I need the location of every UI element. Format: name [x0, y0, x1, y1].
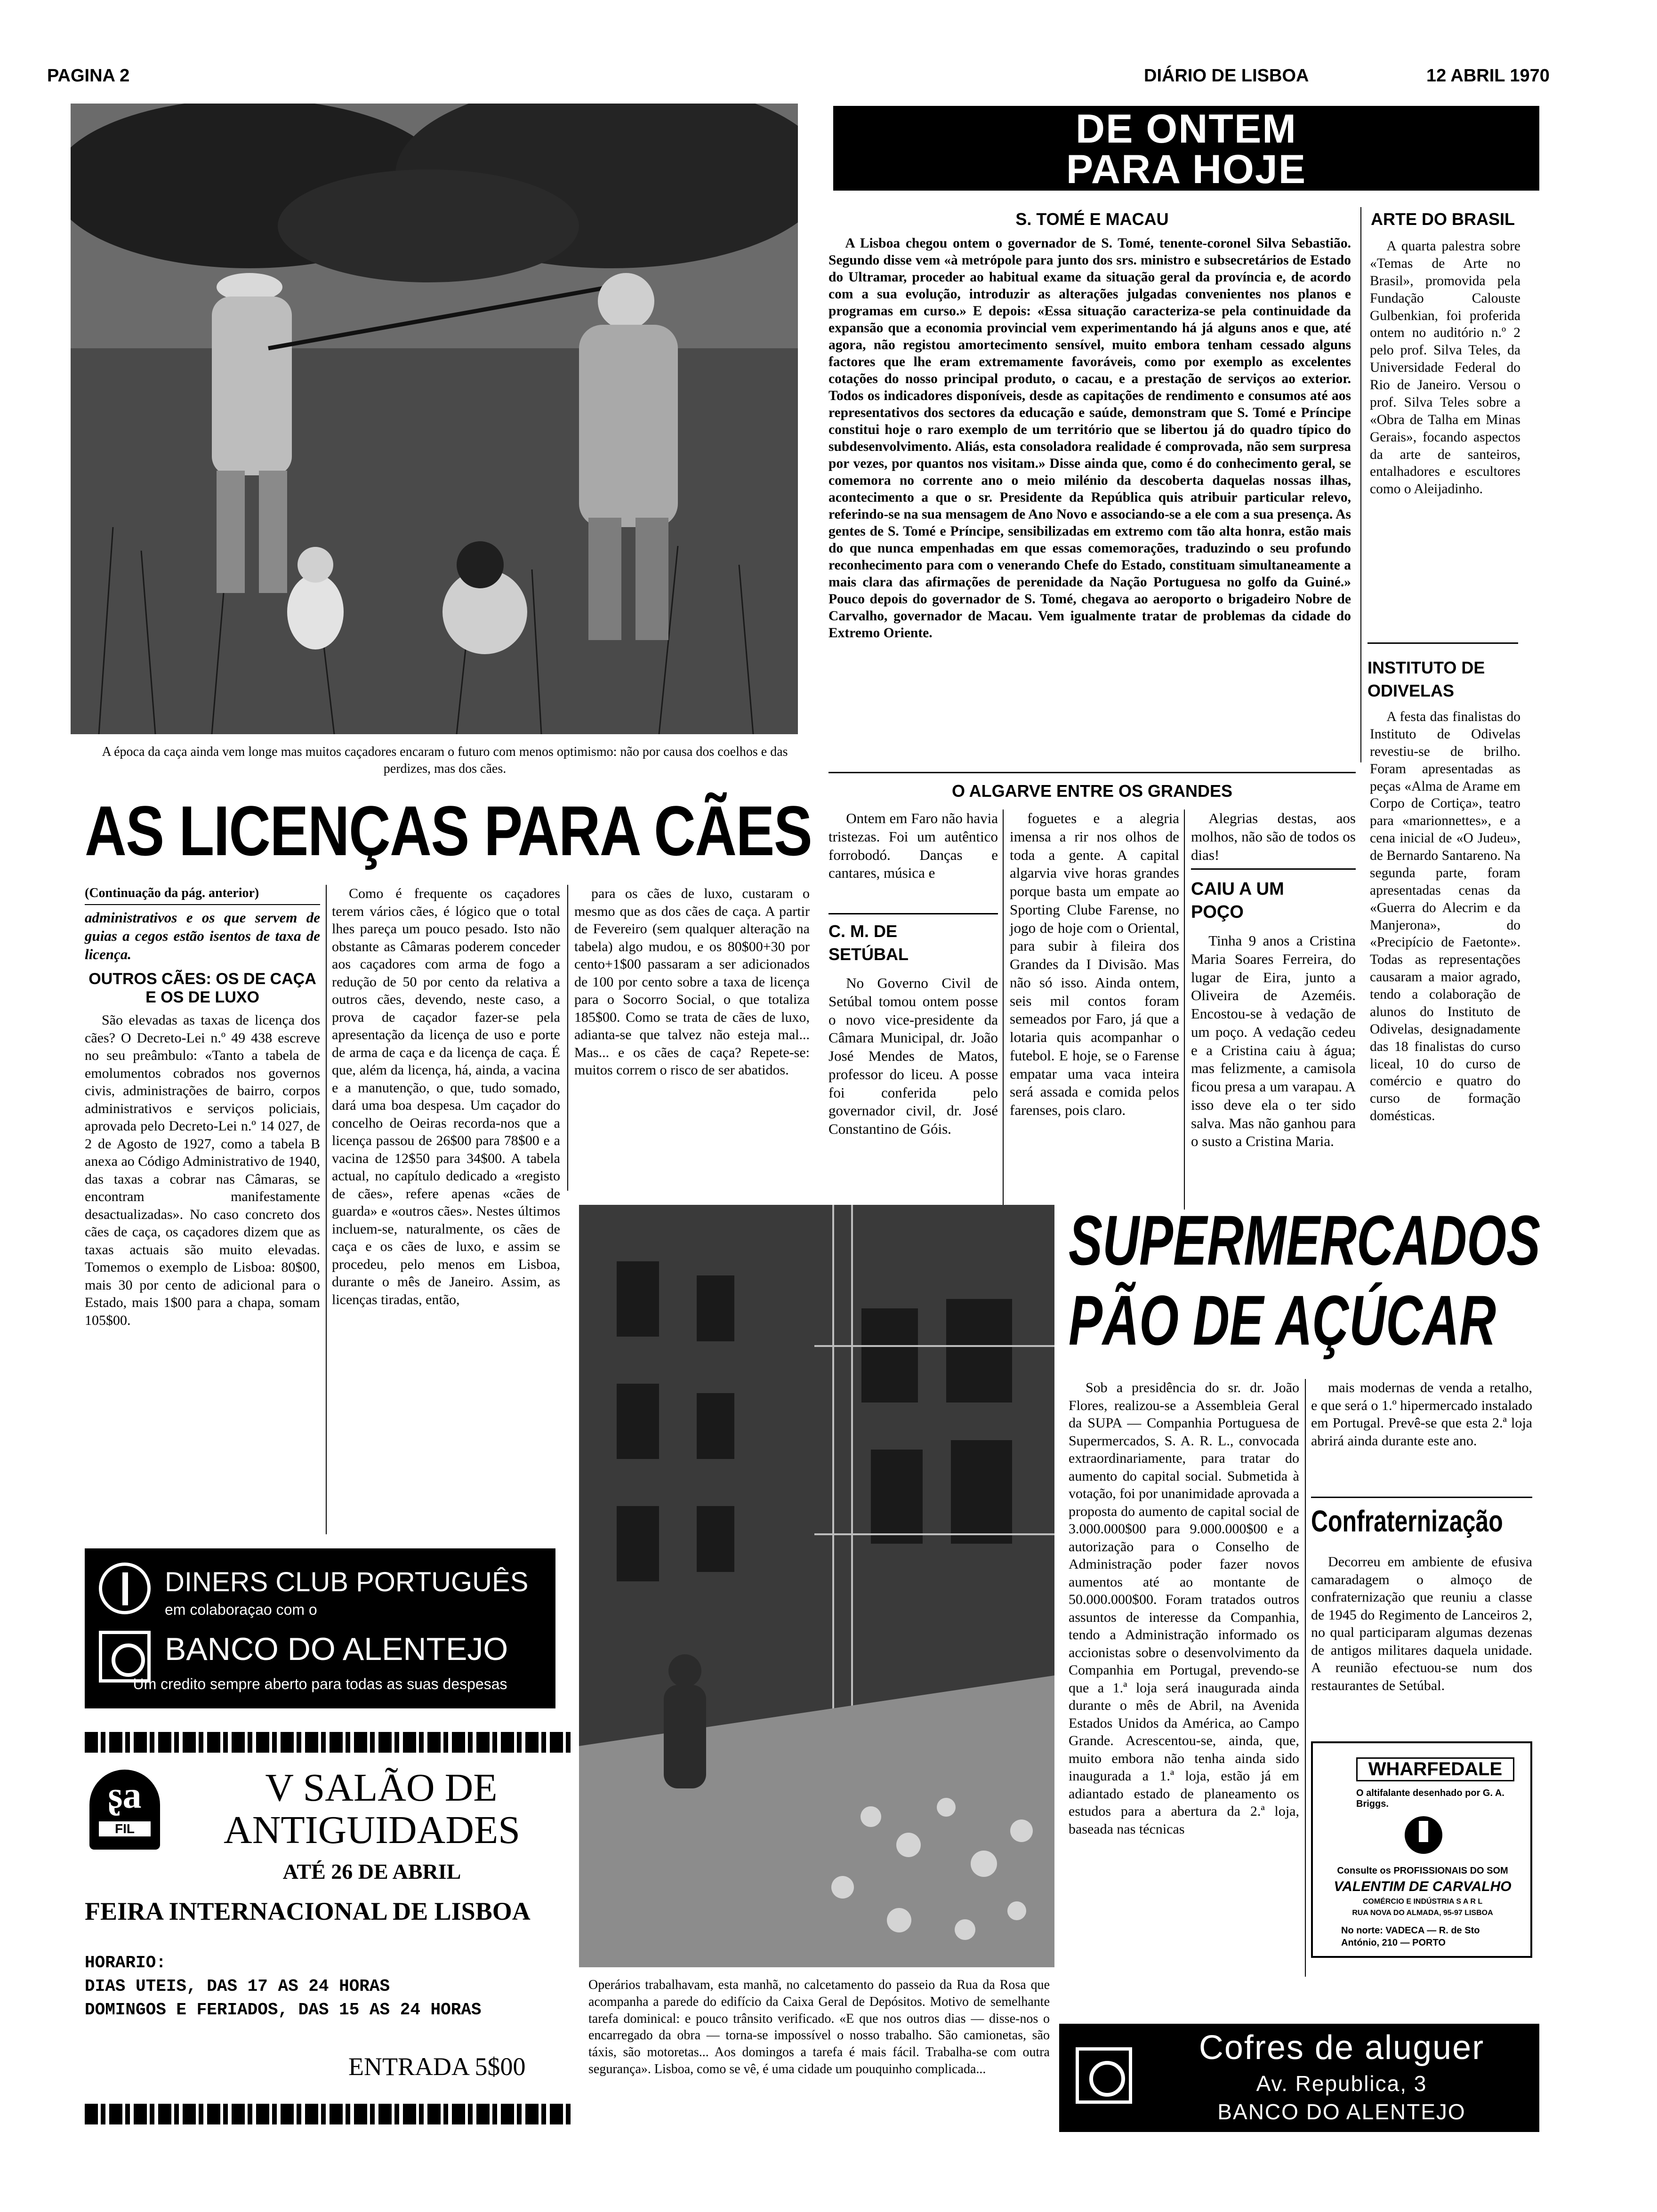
banco-alentejo-logo-icon [1076, 2047, 1132, 2104]
wharfedale-company-sub: COMÉRCIO E INDÚSTRIA S A R L [1362, 1898, 1483, 1906]
banco-alentejo-logo-icon [99, 1631, 151, 1683]
valentim-logo-icon [1405, 1816, 1442, 1854]
algarve-col1 [828, 809, 998, 882]
licencas-headline: AS LICENÇAS PARA CÃES [85, 791, 812, 870]
setubal-body: No Governo Civil de Setúbal tomou ontem posse o novo vice-presidente da Câmara Municipal, dr. João José Mendes de Matos, professor do liceu. A posse foi conferida pelo governador civil, dr. José Constantino de Góis. [828, 975, 998, 1137]
salao-horario: HORARIO: [85, 1953, 166, 1972]
setubal-article [828, 974, 998, 1138]
salao-dias: DIAS UTEIS, DAS 17 AS 24 HORAS [85, 1977, 390, 1996]
wharfedale-address: RUA NOVA DO ALMADA, 95-97 LISBOA [1352, 1909, 1493, 1917]
poco-title: CAIU A UM POÇO [1191, 879, 1284, 922]
hunters-photo-caption: A época da caça ainda vem longe mas muitos caçadores encaram o futuro com menos optimismo: não por causa dos coelhos e das perdizes, mas dos cães. [102, 745, 788, 776]
diners-line2: em colaboraçao com o [165, 1601, 317, 1618]
odivelas-title: INSTITUTO DE ODIVELAS [1367, 658, 1485, 700]
diners-line3: BANCO DO ALENTEJO [165, 1631, 508, 1667]
newspaper-name: DIÁRIO DE LISBOA [1144, 66, 1309, 86]
column-rule [326, 885, 327, 1534]
page-number: PAGINA 2 [47, 66, 130, 86]
confraternizacao-article [1311, 1553, 1532, 1694]
section-rule [828, 772, 1356, 773]
supermercados-col1-text: Sob a presidência do sr. dr. João Flores, realizou-se a Assembleia Geral da SUPA — Companhia Portuguesa de Supermercados, S. A. R. L., convocada extraordinariamente, para tratar do aumento do capital social. Submetida à votação, foi por unanimidade aprovada a proposta do aumento de capital social de 3.000.000$00 para 9.000.000$00 e a autorização para o Conselho de Administração poder fazer novos aumentos até ao montante de 50.000.000$00. Foram tratados outros assuntos de interesse da Companhia, tendo a Administração informado os accionistas sobre o desenvolvimento da Companhia em Portugal, prevendo-se que a 1.ª loja será inaugurada ainda durante o mês de Abril, na Avenida Estados Unidos da América, ao Campo Grande. Acrescentou-se, ainda, que, muito embora não tenha ainda sido inaugurada a 1.ª loja, estão já em adiantado estado de planeamento os estudos para a abertura da 2.ª loja, baseada nas técnicas [1069, 1380, 1299, 1837]
diners-line4: Um credito sempre aberto para todas as suas despesas [133, 1675, 507, 1692]
page-date: 12 ABRIL 1970 [1426, 66, 1550, 86]
section-banner-line2: PARA HOJE [1066, 147, 1307, 192]
hunters-photo [71, 104, 798, 734]
section-banner [833, 106, 1539, 191]
diners-logo-icon [99, 1563, 151, 1614]
cofres-line2: Av. Republica, 3 [1256, 2071, 1427, 2096]
column-rule [1360, 207, 1361, 762]
confraternizacao-title: Confraternização [1311, 1504, 1503, 1538]
cofres-line1: Cofres de aluguer [1199, 2029, 1485, 2067]
wharfedale-tagline: O altifalante desenhado por G. A. Briggs. [1356, 1788, 1504, 1809]
confraternizacao-body: Decorreu em ambiente de efusiva camaradagem o almoço de confraternização que reuniu a classe de 1945 do Regimento de Lanceiros 2, no qual participaram algumas dezenas de antigos militares daquela unidade. A reunião efectuou-se num dos restaurantes de Setúbal. [1311, 1554, 1532, 1693]
licencas-intro: administrativos e os que servem de guias a cegos estão isentos de taxa de licença. [85, 909, 320, 962]
supermercados-col2-text: mais modernas de venda a retalho, e que será o 1.º hipermercado instalado em Portugal. Prevê-se que esta 2.ª loja abrirá ainda durante este ano. [1311, 1380, 1532, 1449]
setubal-title: C. M. DE SETÚBAL [828, 922, 909, 964]
licencas-col3 [574, 885, 810, 1079]
wharfedale-ad [1311, 1741, 1532, 1958]
st-tome-body: A Lisboa chegou ontem o governador de S. Tomé, tenente-coronel Silva Sebastião. Segundo disse vem «à metrópole para junto dos srs. ministro e subsecretários de Estado do Ultramar, proceder ao habitual exame da situação geral da província e, de acordo com a sua evolução, introduzir as alterações julgadas convenientes nos planos e programas em curso.» E depois: «Essa situação caracteriza-se pela continuidade da expansão que a economia provincial vem experimentando há já alguns anos e que, até agora, não registou amortecimento sensível, muito embora tenham cessado alguns factores que lhe eram extremamente favoráveis, como por exemplo as excelentes cotações do nosso principal produto, o cacau, e a prestação de serviços ao exterior. Todos os indicadores disponíveis, desde as capitações de rendimento e consumos até aos representativos dos sectores da educação e saúde, demonstram que S. Tomé e Príncipe constitui hoje o raro exemplo de um território que se libertou já do quadro típico do subdesenvolvimento. Aliás, esta consoladora realidade é comprovada, não sem surpresa por vezes, por quantos nos visitam.» Disse ainda que, como é do conhecimento geral, se comemora no corrente ano o meio milénio da descoberta daquelas nossas ilhas, acontecimento a que o sr. Presidente da República quis atribuir particular relevo, referindo-se na sua mensagem de Ano Novo e associando-se a ele com a sua presença. As gentes de S. Tomé e Príncipe, sensibilizadas em extremo com tão alta honra, estão mais do que nunca empenhadas em que essas comemorações, traduzindo o seu profundo reconhecimento para com o venerando Chefe do Estado, constituam simultaneamente a mais clara das afirmações de perenidade da Nação Portuguesa no golfo da Guiné.» Pouco depois do governador de S. Tomé, chegava ao aeroporto o brigadeiro Nobre de Carvalho, governador de Macau. Vem igualmente tratar de problemas da cidade do Extremo Oriente. [828, 236, 1351, 641]
odivelas-body: A festa das finalistas do Instituto de Odivelas revestiu-se de brilho. Foram apresentadas as peças «Alma de Arame em Corpo de Cortiça», teatro para «marionnettes», e a cena inicial de «O Judeu», de Bernardo Santareno. Na segunda parte, foram apresentadas cenas da «Guerra do Alecrim e da Manjerona», do «Precipício de Faetonte». Todas as representações causaram a maior agrado, tendo a colaboração de alunos do Instituto de Odivelas, designadamente das 18 finalistas do curso liceal, 10 do curso de comércio e quatro do curso de formação domésticas. [1370, 709, 1520, 1124]
section-rule [1311, 1497, 1532, 1498]
licencas-col2-body: Como é frequente os caçadores terem vários cães, é lógico que o total lhes pareça um pouco pesado. Isto não obstante as Câmaras poderem conceder aos caçadores com arma de fogo a redução de 50 por cento da relativa a outros cães, devendo, neste caso, a prova de caçador fazer-se pela apresentação da licença de uso e porte de arma de caça e da licença de caça. É que, além da licença, há, ainda, a vacina e a manutenção, o que, tudo somado, dará uma boa despesa. Um caçador do concelho de Oeiras recorda-nos que a licença passou de 26$00 para 78$00 e a vacina de 12$50 para 34$00. A tabela actual, no capítulo dedicado a «registo de cães», refere apenas «cães de guarda» e «outros cães». Nestes últimos incluem-se, naturalmente, os cães de caça e os cães de luxo, e assim se procedeu, pelo menos em Lisboa, durante o mês de Janeiro. Assim, as licenças tiradas, então, [332, 886, 560, 1307]
licencas-col1 [85, 885, 320, 1329]
cofres-aluguer-ad [1059, 2024, 1539, 2132]
salao-line3: ATÉ 26 DE ABRIL [282, 1859, 461, 1883]
supermercados-headline-1: SUPERMERCADOS [1069, 1201, 1541, 1280]
salao-line4: FEIRA INTERNACIONAL DE LISBOA [85, 1897, 531, 1925]
algarve-col1-text: Ontem em Faro não havia tristezas. Foi um autêntico forrobodó. Danças e cantares, música e [828, 810, 998, 882]
licencas-subhead: OUTROS CÃES: OS DE CAÇA E OS DE LUXO [88, 970, 316, 1007]
cofres-line3: BANCO DO ALENTEJO [1217, 2100, 1466, 2124]
supermercados-col1 [1069, 1379, 1299, 1838]
wharfedale-consult: Consulte os PROFISSIONAIS DO SOM [1337, 1866, 1508, 1876]
supermercados-headline-2: PÃO DE AÇÚCAR [1069, 1281, 1496, 1360]
odivelas-article [1370, 708, 1520, 1125]
section-rule [1191, 868, 1356, 870]
salao-line1: V SALÃO DE [265, 1766, 498, 1810]
licencas-col3-body: para os cães de luxo, custaram o mesmo que as dos cães de caça. A partir de Fevereiro (sem qualquer alteração na tabela) algo mudou, e os 80$00+30 por cento+1$00 passaram a ser adicionados de 100 por cento sobre a taxa de licença para o Socorro Social, o que totaliza 185$00. Como se trata de cães de luxo, adianta-se que talvez não esteja mal... Mas... e os cães de caça? Repete-se: muitos correm o risco de ser abatidos. [574, 886, 810, 1078]
section-rule [1367, 642, 1518, 644]
section-rule [828, 913, 998, 914]
salao-entrada: ENTRADA 5$00 [348, 2052, 526, 2081]
arte-brasil-article [1370, 238, 1520, 498]
poco-body: Tinha 9 anos a Cristina Maria Soares Ferreira, do lugar de Eira, junto a Oliveira de Azeméis. Encostou-se à vedação de um poço. A vedação cedeu e a Cristina caiu à água; mas felizmente, a camisola ficou presa a um varapau. A isso deve ela o ter sido salva. Mas não ganhou para o susto a Cristina Maria. [1191, 932, 1356, 1150]
algarve-col2-text: foguetes e a alegria imensa a rir nos olhos de toda a gente. A capital algarvia vive horas grandes porque basta um empate ao Sporting Clube Farense, no jogo de hoje com o Oriental, para subir à fileira dos Grandes da I Divisão. Mas não só isso. Ainda ontem, seis mil contos foram semeados por Faro, já que a lotaria quis acompanhar o futebol. E hoje, se o Farense empatar uma vaca inteira será assada e comida pelos farenses, pois claro. [1010, 810, 1179, 1118]
section-banner-line1: DE ONTEM [1076, 106, 1297, 152]
street-photo-caption: Operários trabalhavam, esta manhã, no calcetamento do passeio da Rua da Rosa que acompanha a parede do edifício da Caixa Geral de Depósitos. Motivo de semelhante tarefa dominical: e pouco trânsito verificado. «E que nos outros dias — disse-nos o encarregado da obra — torna-se impossível o nosso trabalho. São camionetas, são táxis, são motoretas... Aos domingos a tarefa é mais fácil. Trabalha-se com outra segurança». Lisboa, como se vê, é uma cidade um pouquinho complicada... [588, 1978, 1050, 2077]
street-photo [579, 1205, 1054, 1967]
wharfedale-company: VALENTIM DE CARVALHO [1334, 1879, 1512, 1894]
st-tome-title: S. TOMÉ E MACAU [1015, 209, 1169, 229]
algarve-col2 [1010, 809, 1179, 1120]
supermercados-col2 [1311, 1379, 1532, 1450]
wharfedale-north: No norte: VADECA — R. de Sto António, 210 — PORTO [1341, 1925, 1480, 1948]
algarve-title: O ALGARVE ENTRE OS GRANDES [951, 781, 1233, 801]
licencas-col2 [332, 885, 560, 1308]
diners-club-ad [85, 1548, 555, 1708]
arte-brasil-title: ARTE DO BRASIL [1371, 209, 1515, 229]
wharfedale-brand: WHARFEDALE [1356, 1757, 1514, 1781]
column-rule [1305, 1379, 1306, 1977]
ad-border-pattern [85, 1732, 574, 1753]
ad-border-pattern [85, 2104, 574, 2124]
column-rule [1184, 809, 1185, 1210]
hunters-photo-illustration [71, 104, 798, 734]
algarve-col3 [1191, 809, 1356, 864]
salao-line2: ANTIGUIDADES [224, 1808, 520, 1852]
licencas-continued: (Continuação da pág. anterior) [85, 885, 320, 905]
salao-domingos: DOMINGOS E FERIADOS, DAS 15 AS 24 HORAS [85, 2000, 482, 2020]
licencas-col1-body: São elevadas as taxas de licença dos cães? O Decreto-Lei n.º 49 438 escreve no seu preâmbulo: «Tanto a tabela de emolumentos cobrados nos governos civis, administrações de bairro, corpos administrativos e serviços policiais, aprovada pelo Decreto-Lei n.º 14 027, de 2 de Agosto de 1927, como a tabela B anexa ao Código Administrativo de 1940, das taxas a cobrar nas Câmaras, se encontram manifestamente desactualizadas». No caso concreto dos cães de caça, os caçadores dizem que as taxas actuais são muito elevadas. Tomemos o exemplo de Lisboa: 80$00, mais 30 por cento de adicional para o Estado, mais 1$00 para a chapa, somam 105$00. [85, 1012, 320, 1328]
street-photo-illustration [579, 1205, 1054, 1967]
arte-brasil-body: A quarta palestra sobre «Temas de Arte no Brasil», promovida pela Fundação Calouste Gulbenkian, foi proferida ontem no auditório n.º 2 pelo prof. Silva Teles, da Universidade Federal do Rio de Janeiro. Versou o prof. Silva Teles sobre a «Obra de Talha em Minas Gerais», focando aspectos da arte de santeiros, entalhadores e escultores como o Aleijadinho. [1370, 239, 1520, 497]
poco-article [1191, 932, 1356, 1151]
st-tome-article [828, 235, 1351, 642]
diners-line1: DINERS CLUB PORTUGUÊS [165, 1567, 529, 1597]
column-rule [1003, 809, 1004, 1210]
salao-antiguidades-ad [85, 1732, 574, 2137]
column-rule [567, 885, 568, 1191]
algarve-col3-text: Alegrias destas, aos molhos, não são de todos os dias! [1191, 810, 1356, 863]
fil-logo-icon: ʂa FIL [89, 1770, 160, 1850]
